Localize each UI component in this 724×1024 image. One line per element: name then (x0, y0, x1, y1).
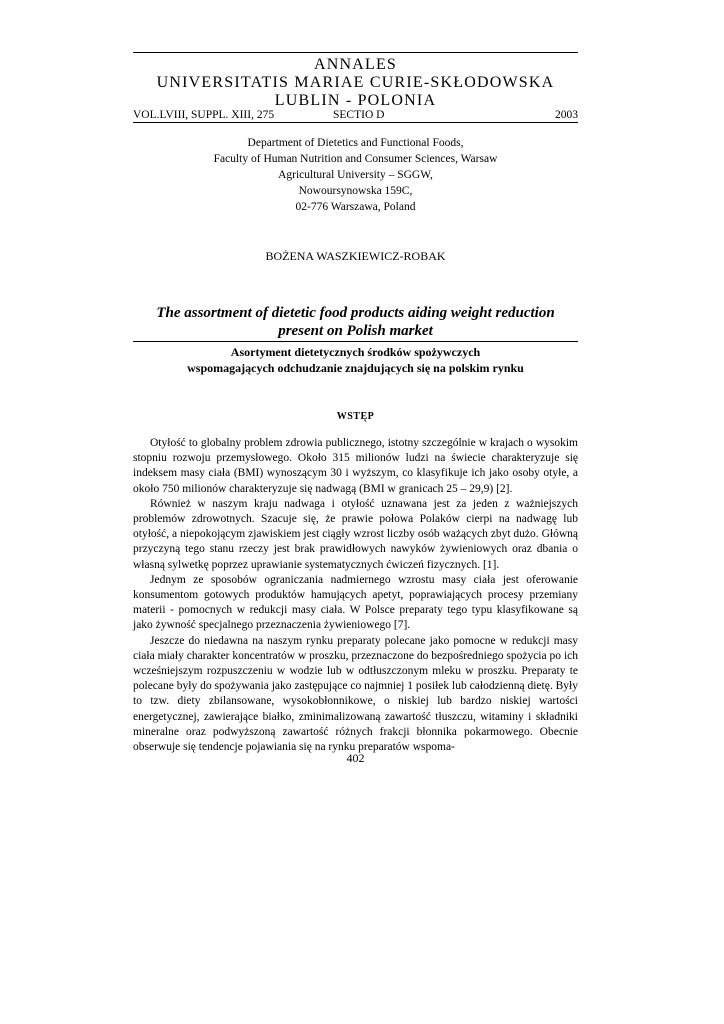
title-divider (133, 341, 578, 342)
paragraph: Otyłość to globalny problem zdrowia publicznego, istotny szczególnie w krajach o wysokim stopniu rozwoju przemysłowego. Około 315 milionów ludzi na świecie charakteryzuje się indeksem masy ciała (BMI) wynoszącym 30 i wyższym, co klasyfikuje ich jako osoby otyłe, a około 750 milionów charakteryzuje się nadwagą (BMI w granicach 25 – 29,9) [2]. (133, 437, 578, 495)
english-title (133, 304, 578, 340)
polish-title-line1: Asortyment dietetycznych środków spożywczych (230, 345, 481, 359)
affiliation-line: Nowoursynowska 159C, (298, 185, 413, 197)
paragraph: Jeszcze do niedawna na naszym rynku preparaty polecane jako pomocne w redukcji masy ciała miały charakter koncentratów w proszku, przeznaczone do bezpośredniego spożycia po ich wcześniejszym rozpuszczeniu w wodzie lub w odtłuszczonym mleku w proszku. Preparaty te polecane były do spożywania jako zastępujące co najmniej 1 posiłek lub całodzienną dietę. Były to tzw. diety zbilansowane, wysokobłonnikowe, o niskiej lub bardzo niskiej wartości energetycznej, zawierające białko, zminimalizowaną zawartość tłuszczu, witaminy i składniki mineralne oraz podwyższoną zawartość różnych frakcji błonnika pokarmowego. Obecnie obserwuje się tendencje pojawiania się na rynku preparatów wspoma- (133, 634, 578, 754)
affiliation-line: Agricultural University – SGGW, (278, 169, 433, 181)
affiliation-line: Faculty of Human Nutrition and Consumer Sciences, Warsaw (213, 153, 498, 165)
polish-title-line2: wspomagających odchudzanie znajdujących się na polskim rynku (187, 361, 524, 375)
journal-location: LUBLIN - POLONIA (274, 92, 437, 109)
paragraph: Również w naszym kraju nadwaga i otyłość uznawana jest za jeden z ważniejszych problemów zdrowotnych. Szacuje się, że prawie połowa Polaków cierpi na nadwagę lub otyłość, a niepokojącym zjawiskiem jest ciągły wzrost liczby osób ważących zbyt dużo. Główną przyczyną tego stanu rzeczy jest brak prawidłowych nawyków żywieniowych oraz dbania o własną sylwetkę poprzez uprawianie systematycznych ćwiczeń fizycznych. [1]. (133, 497, 578, 571)
paragraph: Jednym ze sposobów ograniczania nadmiernego wzrostu masy ciała jest oferowanie konsumentom gotowych produktów hamujących apetyt, poprawiających procesy przemiany materii - pomocnych w redukcji masy ciała. W Polsce preparaty tego typu klasyfikowane są jako żywność specjalnego przeznaczenia żywieniowego [7]. (133, 573, 578, 632)
journal-name-line1: ANNALES (313, 56, 398, 73)
header-top-rule (133, 52, 578, 53)
english-title-line1: The assortment of dietetic food products aiding weight reduction (156, 305, 555, 321)
affiliation (133, 135, 578, 215)
header-bottom-rule (133, 122, 578, 123)
page-number: 402 (346, 751, 365, 765)
english-title-line2: present on Polish market (278, 323, 433, 339)
volume-info: VOL.LVIII, SUPPL. XIII, 275 (133, 109, 275, 121)
affiliation-line: 02-776 Warszawa, Poland (295, 201, 416, 213)
polish-title (133, 344, 578, 376)
author-name: BOŻENA WASZKIEWICZ-ROBAK (265, 249, 446, 263)
affiliation-line: Department of Dietetics and Functional Foods, (247, 137, 464, 149)
section-heading: WSTĘP (336, 411, 375, 422)
journal-name-line2: UNIVERSITATIS MARIAE CURIE-SKŁODOWSKA (156, 74, 555, 91)
section-info: SECTIO D (333, 109, 385, 121)
body-text (133, 436, 578, 755)
publication-year: 2003 (555, 109, 578, 121)
